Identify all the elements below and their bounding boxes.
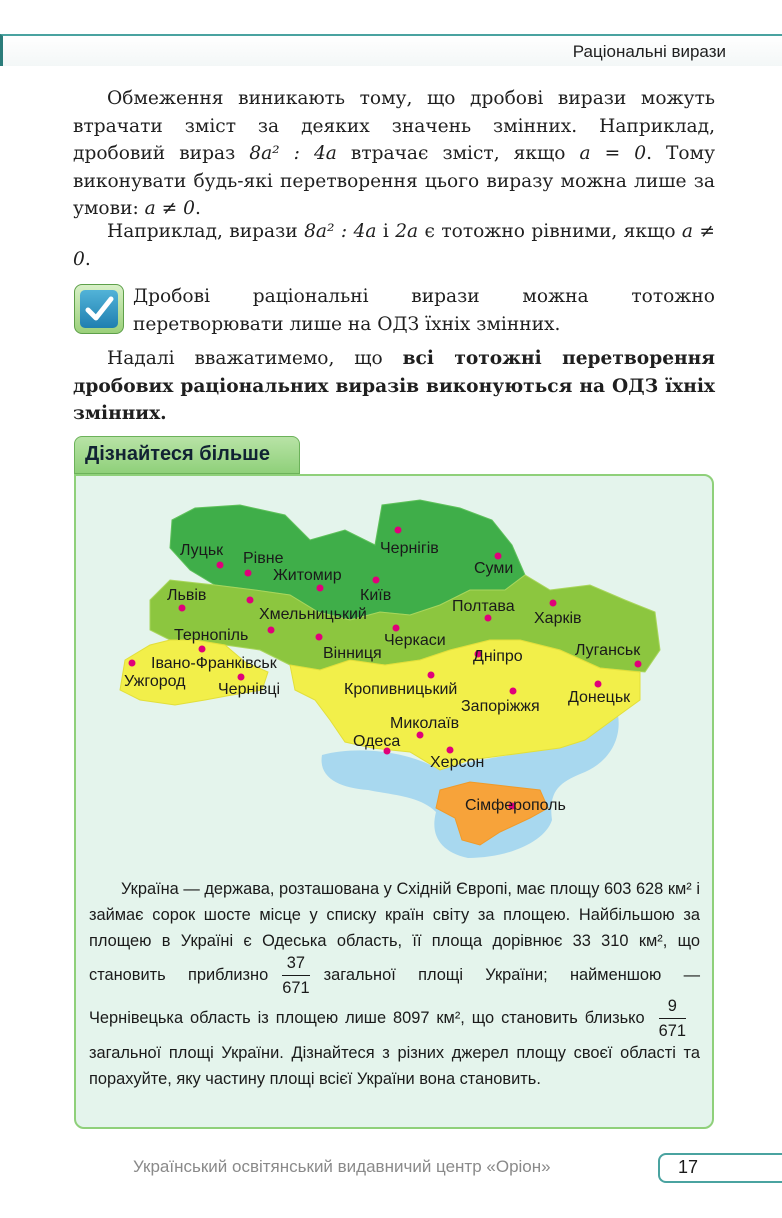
fraction-denominator: 671 (658, 1022, 686, 1040)
page-number: 17 (678, 1157, 699, 1177)
city-dot (217, 562, 224, 569)
math-condition: a = 0 (579, 143, 647, 164)
math-expression: 8a² : 4a (249, 143, 337, 164)
math-expression: 2a (395, 221, 419, 242)
city-label: Одеса (353, 733, 401, 750)
city-dot (417, 732, 424, 739)
learn-more-title: Дізнайтеся більше (85, 443, 270, 465)
text-run: загальної площі України. Дізнайтеся з різних джерел площу своєї області та порахуйте, яку частину площі всієї України вона становить. (89, 1044, 700, 1088)
info-text (89, 876, 700, 1092)
text-run: втрачає зміст, якщо (336, 143, 580, 164)
fraction-numerator: 37 (282, 954, 309, 976)
city-label: Чернівці (218, 681, 281, 698)
city-dot (247, 597, 254, 604)
key-rule-note: Дробові раціональні вирази можна тотожно перетворювати лише на ОДЗ їхніх змінних. (133, 286, 715, 335)
math-condition: a ≠ 0 (144, 198, 195, 219)
city-dot (245, 570, 252, 577)
fraction (659, 997, 686, 1040)
city-label: Івано-Франківськ (151, 655, 277, 672)
city-dot (199, 646, 206, 653)
text-run: Україна — держава, розташована у Східній Європі, має площу 603 628 км² і займає сорок шосте місце у списку країн світу за площею. Найбільшою за площею в Україні є Одеська область, її площа дорівнює 33 310 км², що становить приблизно (89, 880, 700, 984)
city-dot (238, 674, 245, 681)
city-label: Чернігів (380, 540, 439, 557)
city-label: Донецьк (568, 689, 631, 706)
text-run: . (84, 248, 91, 270)
city-dot (393, 625, 400, 632)
city-label: Київ (360, 587, 392, 604)
fraction (282, 954, 309, 997)
city-label: Харків (534, 610, 582, 627)
text-run: є тотожно рівними, якщо (418, 221, 682, 242)
city-label: Сімферополь (465, 797, 566, 814)
city-dot (179, 605, 186, 612)
city-label: Запоріжжя (461, 698, 540, 715)
city-label: Суми (474, 560, 514, 577)
city-dot (395, 527, 402, 534)
text-run: Наприклад, вирази (107, 221, 305, 242)
text-run: і (376, 221, 396, 242)
city-label: Тернопіль (174, 627, 249, 644)
city-label: Житомир (273, 567, 342, 584)
city-label: Кропивницький (344, 681, 458, 698)
city-label: Черкаси (384, 632, 446, 649)
chapter-title: Раціональні вирази (572, 42, 726, 61)
city-label: Дніпро (473, 648, 523, 665)
bold-statement: всі тотожні перетворення дробових раціональних виразів виконуються на ОДЗ їхніх змінних. (73, 348, 715, 424)
publisher-footer: Український освітянський видавничий центр «Оріон» (133, 1157, 551, 1176)
text-run: Надалі вважатимемо, що (107, 348, 403, 369)
city-dot (316, 634, 323, 641)
city-label: Херсон (430, 754, 485, 771)
city-label: Ужгород (124, 673, 186, 690)
text-run: загальної площі України; найменшою — Чернівецька область із площею лише 8097 км², що становить близько (89, 965, 701, 1027)
city-label: Вінниця (323, 645, 382, 662)
city-dot (550, 600, 557, 607)
city-label: Рівне (243, 550, 284, 567)
text-run: . (194, 198, 201, 219)
city-dot (485, 615, 492, 622)
math-expression: 8a² : 4a (304, 221, 377, 242)
city-dot (428, 672, 435, 679)
page-number-box (658, 1153, 782, 1183)
text-run: . Тому виконувати будь-які перетворення цього виразу можна лише за умови: (73, 143, 716, 219)
city-dot (268, 627, 275, 634)
fraction-denominator: 671 (282, 979, 310, 997)
city-dot (635, 661, 642, 668)
city-label: Миколаїв (390, 715, 460, 732)
math-condition: a ≠ 0 (73, 221, 715, 270)
city-label: Хмельницький (259, 606, 367, 623)
city-dot (129, 660, 136, 667)
city-label: Львів (167, 587, 207, 604)
fraction-numerator: 9 (659, 997, 686, 1019)
city-dot (495, 553, 502, 560)
text-run: Обмеження виникають тому, що дробові вирази можуть втрачати зміст за деяких значень змінних. Наприклад, дробовий вираз (73, 88, 715, 164)
city-dot (510, 688, 517, 695)
city-dot (447, 747, 454, 754)
city-label: Луганськ (575, 642, 641, 659)
city-label: Луцьк (180, 542, 224, 559)
city-label: Полтава (452, 598, 515, 615)
city-dot (317, 585, 324, 592)
city-dot (595, 681, 602, 688)
city-dot (373, 577, 380, 584)
